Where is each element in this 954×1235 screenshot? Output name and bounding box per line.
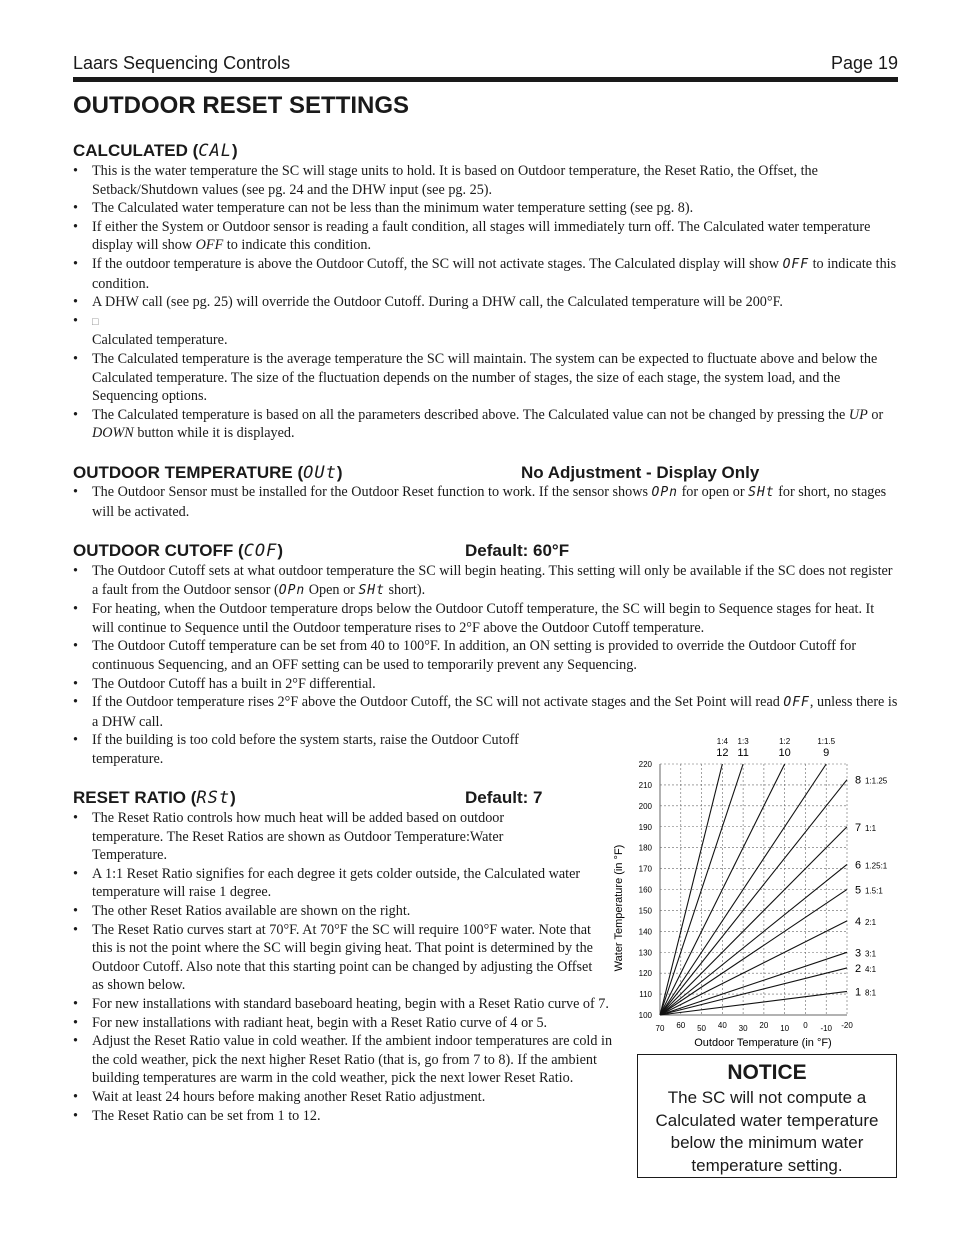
list-item: • For new installations with standard baseboard heating, begin with a Reset Ratio curve of 7. xyxy=(73,995,612,1014)
reset-ratio-aside: Default: 7 xyxy=(465,788,543,807)
curve-ratio-label: 1:1 xyxy=(865,823,877,833)
outdoor-cutoff-heading-text: OUTDOOR CUTOFF ( xyxy=(73,541,244,560)
ratio-curve-1 xyxy=(660,991,847,1015)
outdoor-cutoff-aside: Default: 60°F xyxy=(465,541,570,560)
calculated-heading-close: ) xyxy=(232,141,238,160)
y-tick-label: 130 xyxy=(638,948,652,958)
curve-number-label: 1 xyxy=(855,986,862,999)
curve-ratio-label: 3:1 xyxy=(865,949,877,959)
page-number: Page 19 xyxy=(830,53,898,73)
list-text: Calculated temperature. xyxy=(92,332,228,349)
x-tick-label: 70 xyxy=(655,1024,665,1033)
y-tick-label: 150 xyxy=(638,906,652,916)
header-left: Laars Sequencing Controls xyxy=(73,53,291,73)
outdoor-cutoff-heading-close: ) xyxy=(277,541,284,560)
x-tick-label: 10 xyxy=(780,1024,790,1033)
y-tick-label: 140 xyxy=(638,927,652,937)
x-tick-label: 60 xyxy=(676,1021,686,1030)
y-tick-label: 170 xyxy=(638,864,652,874)
list-item: • Wait at least 24 hours before making another Reset Ratio adjustment. xyxy=(73,1088,623,1107)
reset-ratio-heading-close: ) xyxy=(230,788,236,807)
display-code: OFF xyxy=(783,695,810,711)
list-text: button while it is displayed. xyxy=(133,425,295,442)
outdoor-temp-heading-text: OUTDOOR TEMPERATURE ( xyxy=(73,463,304,482)
list-item: • The Reset Ratio controls how much heat will be added based on outdoor temperature. The Reset Ratios are shown as Outdoor Temperature:Water Temperature. xyxy=(73,809,562,865)
list-text: The Calculated temperature is based on all the parameters described above. The Calculated value can not be changed by pressing the xyxy=(92,406,849,423)
ratio-curve-2 xyxy=(660,968,847,1015)
curve-number-label: 8 xyxy=(855,774,862,787)
outdoor-temp-heading xyxy=(73,463,343,483)
display-code: OPn xyxy=(278,582,306,598)
curve-number-label: 9 xyxy=(823,747,830,759)
list-text: If either the System or Outdoor sensor is reading a fault condition, all stages will immediately turn off. The Calculated water temperature display will show xyxy=(92,218,871,254)
curve-number-label: 10 xyxy=(778,747,791,759)
list-item xyxy=(73,255,898,293)
notice-text: The SC will not compute a Calculated water temperature below the minimum water temperature setting. xyxy=(655,1088,879,1175)
x-tick-label: 40 xyxy=(717,1021,727,1030)
curve-number-label: 4 xyxy=(855,915,862,928)
outdoor-cutoff-code: COF xyxy=(243,541,278,561)
reset-ratio-list xyxy=(73,809,623,1125)
list-text: short). xyxy=(384,581,426,598)
outdoor-temp-list xyxy=(73,483,898,521)
display-code: OPn xyxy=(651,485,679,500)
list-text: or xyxy=(867,406,884,423)
chart-grid xyxy=(660,764,847,1015)
outdoor-cutoff-heading xyxy=(73,541,283,561)
curve-number-label: 6 xyxy=(855,859,862,872)
curve-number-label: 3 xyxy=(855,947,862,960)
display-code: SHt xyxy=(358,582,385,598)
curve-number-label: 5 xyxy=(855,884,862,897)
list-item xyxy=(73,312,898,350)
outdoor-temp-heading-close: ) xyxy=(336,463,343,482)
curve-ratio-label: 1:4 xyxy=(716,737,728,746)
curve-number-label: 7 xyxy=(855,821,862,834)
list-text: to indicate this condition. xyxy=(223,237,372,254)
y-tick-label: 180 xyxy=(638,843,652,853)
y-tick-label: 210 xyxy=(638,780,652,790)
list-item xyxy=(73,406,898,443)
display-code: OFF xyxy=(782,256,810,272)
y-tick-label: 190 xyxy=(638,822,652,832)
outdoor-cutoff-list xyxy=(73,562,898,731)
x-tick-label: 0 xyxy=(803,1021,808,1030)
reset-ratio-heading xyxy=(73,788,236,808)
list-text-italic: OFF xyxy=(195,237,224,254)
list-item: • Adjust the Reset Ratio value in cold weather. If the ambient indoor temperatures are cold in the cold weather, pick the next higher Reset Ratio (that is, go from 7 to 8). If the ambient building temperatures are warm in the cold weather, pick the next lower Reset Ratio. xyxy=(73,1032,623,1088)
calculated-heading xyxy=(73,141,238,161)
list-item: • The Calculated water temperature can not be less than the minimum water temperature setting (see pg. 8). xyxy=(73,199,898,218)
x-tick-label: 20 xyxy=(759,1021,769,1030)
list-text-italic: DOWN xyxy=(92,425,134,442)
y-tick-label: 200 xyxy=(638,801,652,811)
list-item: • The Outdoor Cutoff has a built in 2°F differential. xyxy=(73,675,898,694)
y-tick-label: 220 xyxy=(638,760,652,769)
x-tick-label: -20 xyxy=(841,1021,853,1030)
calculated-list xyxy=(73,162,898,443)
list-text: , unless there is a DHW call. xyxy=(92,694,898,730)
curve-ratio-label: 1:3 xyxy=(737,737,749,746)
list-item: • A DHW call (see pg. 25) will override the Outdoor Cutoff. During a DHW call, the Calculated temperature will be 200°F. xyxy=(73,293,898,312)
display-code: SHt xyxy=(748,485,775,500)
notice-box xyxy=(637,1054,897,1178)
list-item xyxy=(73,218,898,255)
curve-number-label: 2 xyxy=(855,962,862,975)
list-text: for short, no stages will be activated. xyxy=(92,484,887,520)
list-item: • The Outdoor Cutoff temperature can be set from 40 to 100°F. In addition, an ON setting is provided to override the Outdoor Cutoff for continuous Sequencing, and an OFF setting can be used to temporarily prevent any Sequencing. xyxy=(73,637,898,674)
y-tick-label: 120 xyxy=(638,969,652,979)
notice-title: NOTICE xyxy=(727,1061,807,1084)
curve-ratio-label: 1:2 xyxy=(779,737,791,746)
ratio-curve-3 xyxy=(660,952,847,1015)
curve-number-label: 11 xyxy=(737,747,749,759)
list-item: • The Reset Ratio can be set from 1 to 12. xyxy=(73,1107,623,1126)
y-tick-label: 160 xyxy=(638,885,652,895)
list-item: • For new installations with radiant heat, begin with a Reset Ratio curve of 4 or 5. xyxy=(73,1014,623,1033)
y-tick-label: 110 xyxy=(639,990,652,1000)
reset-ratio-code: RSt xyxy=(196,788,231,808)
list-text: The Outdoor Sensor must be installed for the Outdoor Reset function to work. If the sensor shows xyxy=(92,484,652,500)
list-item: • The Reset Ratio curves start at 70°F. At 70°F the SC will require 100°F water. Note that this is not the point where the SC will begin giving heat. That point is determined by the Outdoor Cutoff. Also note that this starting point can be changed by adjusting the Offset as shown below. xyxy=(73,921,602,995)
curve-ratio-label: 1:1.5 xyxy=(817,737,836,746)
curve-ratio-label: 2:1 xyxy=(865,917,877,927)
ratio-curve-7 xyxy=(660,827,847,1015)
list-item: • A 1:1 Reset Ratio signifies for each degree it gets colder outside, the Calculated water temperature will raise 1 degree. xyxy=(73,865,602,902)
list-item: • If the building is too cold before the system starts, raise the Outdoor Cutoff temperature. xyxy=(73,731,573,768)
calculated-heading-text: CALCULATED ( xyxy=(73,141,199,160)
reset-ratio-heading-text: RESET RATIO ( xyxy=(73,788,197,807)
header-rule xyxy=(73,77,898,82)
list-text: If the outdoor temperature is above the Outdoor Cutoff, the SC will not activate stages. The Calculated display will show xyxy=(92,255,783,272)
curve-number-label: 12 xyxy=(716,747,729,759)
x-tick-label: -10 xyxy=(820,1024,833,1033)
x-axis-label: Outdoor Temperature (in °F) xyxy=(694,1037,832,1049)
list-item: • This is the water temperature the SC will stage units to hold. It is based on Outdoor temperature, the Reset Ratio, the Offset, the Setback/Shutdown values (see pg. 24 and the DHW input (see pg. 25). xyxy=(73,162,898,199)
calculated-code: CAL xyxy=(198,141,232,161)
list-text-italic: UP xyxy=(848,406,868,423)
curve-ratio-label: 8:1 xyxy=(865,988,877,998)
list-text: for open or xyxy=(678,484,749,500)
list-item: • The Calculated temperature is the average temperature the SC will maintain. The system can be expected to fluctuate above and below the Calculated temperature. The size of the fluctuation depends on the number of stages, the size of each stage, the system load, and the Sequencing options. xyxy=(73,350,898,406)
list-item: • For heating, when the Outdoor temperature drops below the Outdoor Cutoff temperature, the SC will begin to Sequence stages for heat. It will continue to Sequence until the Outdoor temperature rises to 2°F above the Outdoor Cutoff temperature. xyxy=(73,600,898,637)
list-item xyxy=(73,562,898,600)
ratio-curve-6 xyxy=(660,864,847,1015)
outdoor-cutoff-list-2 xyxy=(73,731,573,768)
curve-ratio-label: 4:1 xyxy=(865,964,877,974)
ratio-curve-4 xyxy=(660,921,847,1015)
ratio-curve-8 xyxy=(660,780,847,1015)
list-item: • The other Reset Ratios available are shown on the right. xyxy=(73,902,623,921)
list-item xyxy=(73,693,898,731)
x-tick-label: 30 xyxy=(738,1024,748,1033)
outdoor-temp-aside: No Adjustment - Display Only xyxy=(521,463,760,482)
list-text: The Outdoor Cutoff sets at what outdoor temperature the SC will begin heating. This setting will only be available if the SC does not register a fault from the Outdoor sensor ( xyxy=(92,563,893,598)
page-title: OUTDOOR RESET SETTINGS xyxy=(73,92,410,119)
curve-ratio-label: 1:1.25 xyxy=(865,776,888,786)
y-axis-label: Water Temperature (in °F) xyxy=(613,844,625,972)
curve-ratio-label: 1.5:1 xyxy=(865,886,883,896)
list-text: Open or xyxy=(305,581,359,598)
x-tick-label: 50 xyxy=(697,1024,707,1033)
list-item xyxy=(73,483,898,521)
missing-glyph: □ xyxy=(92,315,99,328)
list-text: If the Outdoor temperature rises 2°F above the Outdoor Cutoff, the SC will not activate stages and the Set Point will read xyxy=(92,694,784,711)
outdoor-temp-code: OUt xyxy=(303,463,337,483)
y-tick-label: 100 xyxy=(638,1011,652,1020)
curve-ratio-label: 1.25:1 xyxy=(865,861,888,871)
list-text: to indicate this condition. xyxy=(92,255,897,292)
reset-ratio-chart xyxy=(605,730,900,1052)
